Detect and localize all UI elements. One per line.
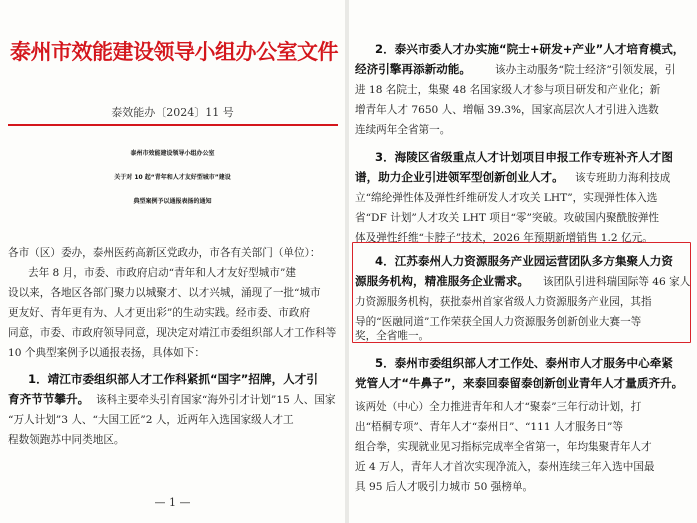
item-3-heading: 谱，助力企业引进领军型创新创业人才。 bbox=[355, 170, 564, 184]
item-4-body: 该团队引进科瑞国际等 46 家人 bbox=[543, 276, 691, 288]
item-1-body: 该科主要牵头引育国家“海外引才计划”15 人、国家 bbox=[96, 394, 336, 406]
item-5-body: 出“梧桐专项”、青年人才“泰州日”、“111 人才服务日”等 bbox=[355, 421, 623, 433]
body-line: 去年 8 月，市委、市政府启动“青年和人才友好型城市”建 bbox=[28, 267, 296, 279]
item-5-heading: 党管人才“牛鼻子”，来泰回泰留泰创新创业青年人才量质齐升。 bbox=[355, 376, 684, 390]
item-4-heading: 4．江苏泰州人力资源服务产业园运营团队多方集聚人力资 bbox=[375, 254, 673, 268]
item-2-heading: 2．泰兴市委人才办实施“院士+研发+产业”人才培育模式， bbox=[375, 42, 685, 56]
item-3-heading: 3．海陵区省级重点人才计划项目申报工作专班补齐人才图 bbox=[375, 150, 673, 164]
salutation-line: 各市（区）委办，泰州医药高新区党政办，市各有关部门（单位）： bbox=[8, 247, 321, 259]
red-divider-line bbox=[8, 124, 338, 126]
item-5-body: 具 95 后人才吸引力城市 50 强榜单。 bbox=[355, 481, 534, 493]
item-2-heading: 经济引擎再添新动能。 bbox=[355, 62, 471, 76]
item-4-heading: 源服务机构，精准服务企业需求。 bbox=[355, 274, 529, 288]
body-line: 10 个典型案例予以通报表扬，具体如下： bbox=[8, 347, 205, 359]
document-header-title: 泰州市效能建设领导小组办公室文件 bbox=[10, 39, 338, 64]
item-4-highlight-box bbox=[352, 242, 691, 343]
item-5-body: 该两处（中心）全力推进青年和人才“聚泰”三年行动计划，打 bbox=[355, 401, 642, 413]
item-2-body: 增青年人才 7650 人、增幅 39.3%，国家高层次人才引进入选数 bbox=[355, 104, 659, 116]
notice-title-line-3: 典型案例予以通报表扬的通知 bbox=[133, 198, 212, 205]
body-line: 同意，市委、市政府领导同意，现决定对靖江市委组织部人才工作科等 bbox=[8, 327, 337, 339]
item-1-heading: 育齐节节攀升。 bbox=[8, 392, 90, 406]
item-1-body: “万人计划”3 人、“大国工匠”2 人，近两年入选国家级人才工 bbox=[8, 414, 294, 426]
item-3-body: 立“绵纶弹性体及弹性纤维研发人才攻关 LHT”，实现弹性体入选 bbox=[355, 192, 658, 204]
notice-title-line-2: 关于对 10 起“青年和人才友好型城市”建设 bbox=[114, 174, 231, 181]
body-line: 设以来，各地区各部门聚力以城聚才、以才兴城，涌现了一批“城市 bbox=[8, 287, 321, 299]
item-2-body: 该办主动服务“院士经济”引领发展，引 bbox=[495, 64, 676, 76]
document-number: 泰效能办〔2024〕11 号 bbox=[111, 106, 234, 119]
item-1-body: 程数领跑苏中同类地区。 bbox=[8, 434, 125, 446]
item-5-body: 近 4 万人，青年人才首次实现净流入，泰州连续三年入选中国最 bbox=[355, 461, 655, 473]
item-4-body: 导的“医融同道”工作荣获全国人力资源服务创新创业大赛一等 bbox=[355, 316, 642, 328]
item-2-body: 进 18 名院士，集聚 48 名国家级人才参与项目研发和产业化；新 bbox=[355, 84, 661, 96]
item-2-body: 连续两年全省第一。 bbox=[355, 124, 451, 136]
item-5-body: 组合拳，实现就业见习指标完成率全省第一，年均集聚青年人才 bbox=[355, 441, 652, 453]
item-3-body: 体及弹性纤维“卡脖子”技术，2026 年预期新增销售 1.2 亿元。 bbox=[355, 232, 653, 244]
item-4-body: 力资源服务机构，获批泰州首家省级人力资源服务产业园，其指 bbox=[355, 296, 652, 308]
item-4-body: 奖，全省唯一。 bbox=[355, 330, 430, 342]
item-3-body: 省“DF 计划”人才攻关 LHT 项目“零”突破。攻破国内聚酰胺弹性 bbox=[355, 212, 660, 224]
left-page bbox=[0, 0, 345, 523]
item-5-heading: 5．泰州市委组织部人才工作处、泰州市人才服务中心牵紧 bbox=[375, 356, 673, 370]
item-3-body: 该专班助力海利技成 bbox=[575, 172, 671, 184]
body-line: 更友好、青年更有为、人才更出彩”的生动实践。经市委、市政府 bbox=[8, 307, 311, 319]
notice-title-line-1: 泰州市效能建设领导小组办公室 bbox=[130, 150, 215, 157]
item-1-heading: 1．靖江市委组织部人才工作科紧抓“国字”招牌，人才引 bbox=[28, 372, 318, 386]
page-number: — 1 — bbox=[154, 496, 191, 509]
